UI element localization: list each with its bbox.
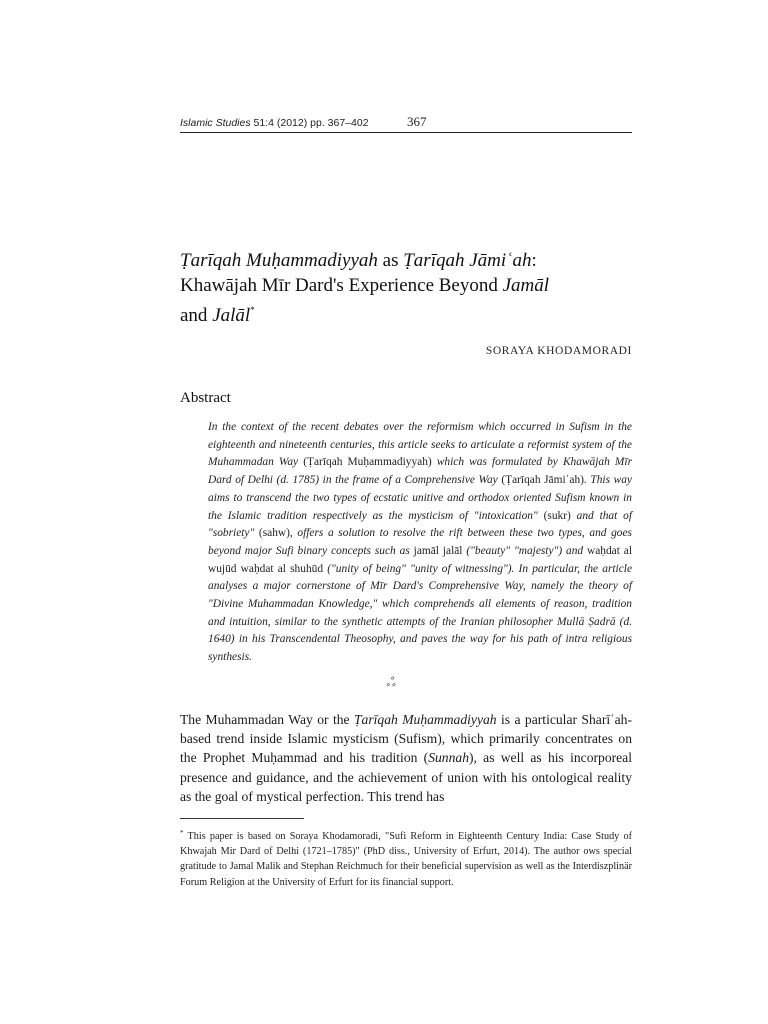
body-term-2: Sunnah [428,750,469,766]
abstract-seg-2: which was formulated by Khawājah Mīr Dard of Delhi (d. 1785) in the frame of a Comprehensive Way [208,456,632,487]
title-colon: : [531,250,537,271]
abstract-seg-4: and that of "sobriety" [208,509,632,540]
abstract-term-5: jamāl jalāl [413,544,463,557]
body-paragraph [180,710,632,806]
abstract-text [208,419,632,667]
title-as: as [377,250,404,271]
body-term-1: Ṭarīqah Muḥammadiyyah [353,712,497,727]
title-jalal: Jalāl [212,305,251,326]
title-footnote-mark[interactable]: * [250,305,255,315]
journal-citation [180,117,369,129]
abstract-term-6: waḥdat al wujūd waḥdat al shuhūd [208,544,632,575]
article-title [180,248,632,328]
footnote [180,826,632,890]
abstract-term-4: (sahw) [258,527,290,540]
abstract-term-3: (sukr) [543,509,571,522]
journal-volume: 51:4 (2012) pp. 367–402 [250,117,369,129]
abstract-seg-6: ("beauty" "majesty") and [462,544,587,557]
abstract-seg-7: ("unity of being" "unity of witnessing"). In particular, the article analyses a major cornerstone of Mīr Dard's Comprehensive Way, namely the theory of "Divine Muhammadan Knowledge," which comprehends all elements of reason, tradition and intuition, similar to the synthetic attempts of the Iranian philosopher Mullā Ṣadrā (d. 1640) in his Transcendental Theosophy, and paves the way for his path of intra religious synthesis. [208,562,633,664]
footnote-text: This paper is based on Soraya Khodamoradi, "Sufi Reform in Eighteenth Century India: Case Study of Khwajah Mir Dard of Delhi (1721–1785)" (PhD diss., University of Erfurt, 2014). The author ows special gratitude to Jamal Malik and Stephan Reichmuch for their beneficial supervision as well as the Interdiszplinär Forum Religion at the University of Erfurt for its financial support. [180,831,632,888]
title-part2: Ṭarīqah Jāmiʿah [403,250,532,271]
abstract-term-2: (Ṭarīqah Jāmiʿah) [501,474,584,487]
body-seg-3: ), as well as his incorporeal presence and guidance, and the achievement of union with his ontological reality as the goal of mystical perfection. This trend has [180,750,632,804]
footnote-mark: * [180,829,184,837]
abstract-heading: Abstract [180,390,231,406]
title-part1: Ṭarīqah Muḥammadiyyah [180,250,378,271]
body-seg-2: is a particular Sharīʿah-based trend inside Islamic mysticism (Sufism), which primarily concentrates on the Prophet Muḥammad and his tradition ( [180,712,633,766]
section-ornament-icon: ஃ [386,675,396,689]
body-seg-1: The Muhammadan Way or the [180,712,354,727]
abstract-seg-3: . This way aims to transcend the two types of ecstatic unitive and orthodox oriented Sufism known in the Islamic tradition respectively as the mysticism of "intoxication" [208,474,632,522]
abstract-term-1: (Ṭarīqah Muḥammadiyyah) [303,456,432,469]
running-header [180,116,632,133]
footnote-divider [180,818,304,819]
author-name: SORAYA KHODAMORADI [485,345,632,357]
title-line2: Khawājah Mīr Dard's Experience Beyond [180,275,503,296]
title-jamal: Jamāl [502,275,550,296]
abstract-seg-1: In the context of the recent debates over the reformism which occurred in Sufism in the eighteenth and nineteenth centuries, this article seeks to articulate a reformist system of the Muhammadan Way [208,421,632,469]
journal-name: Islamic Studies [180,117,251,129]
abstract-seg-5: , offers a solution to resolve the rift between these two types, and goes beyond major Sufi binary concepts such as [208,527,632,557]
title-and: and [180,305,213,326]
page-number: 367 [407,114,427,129]
